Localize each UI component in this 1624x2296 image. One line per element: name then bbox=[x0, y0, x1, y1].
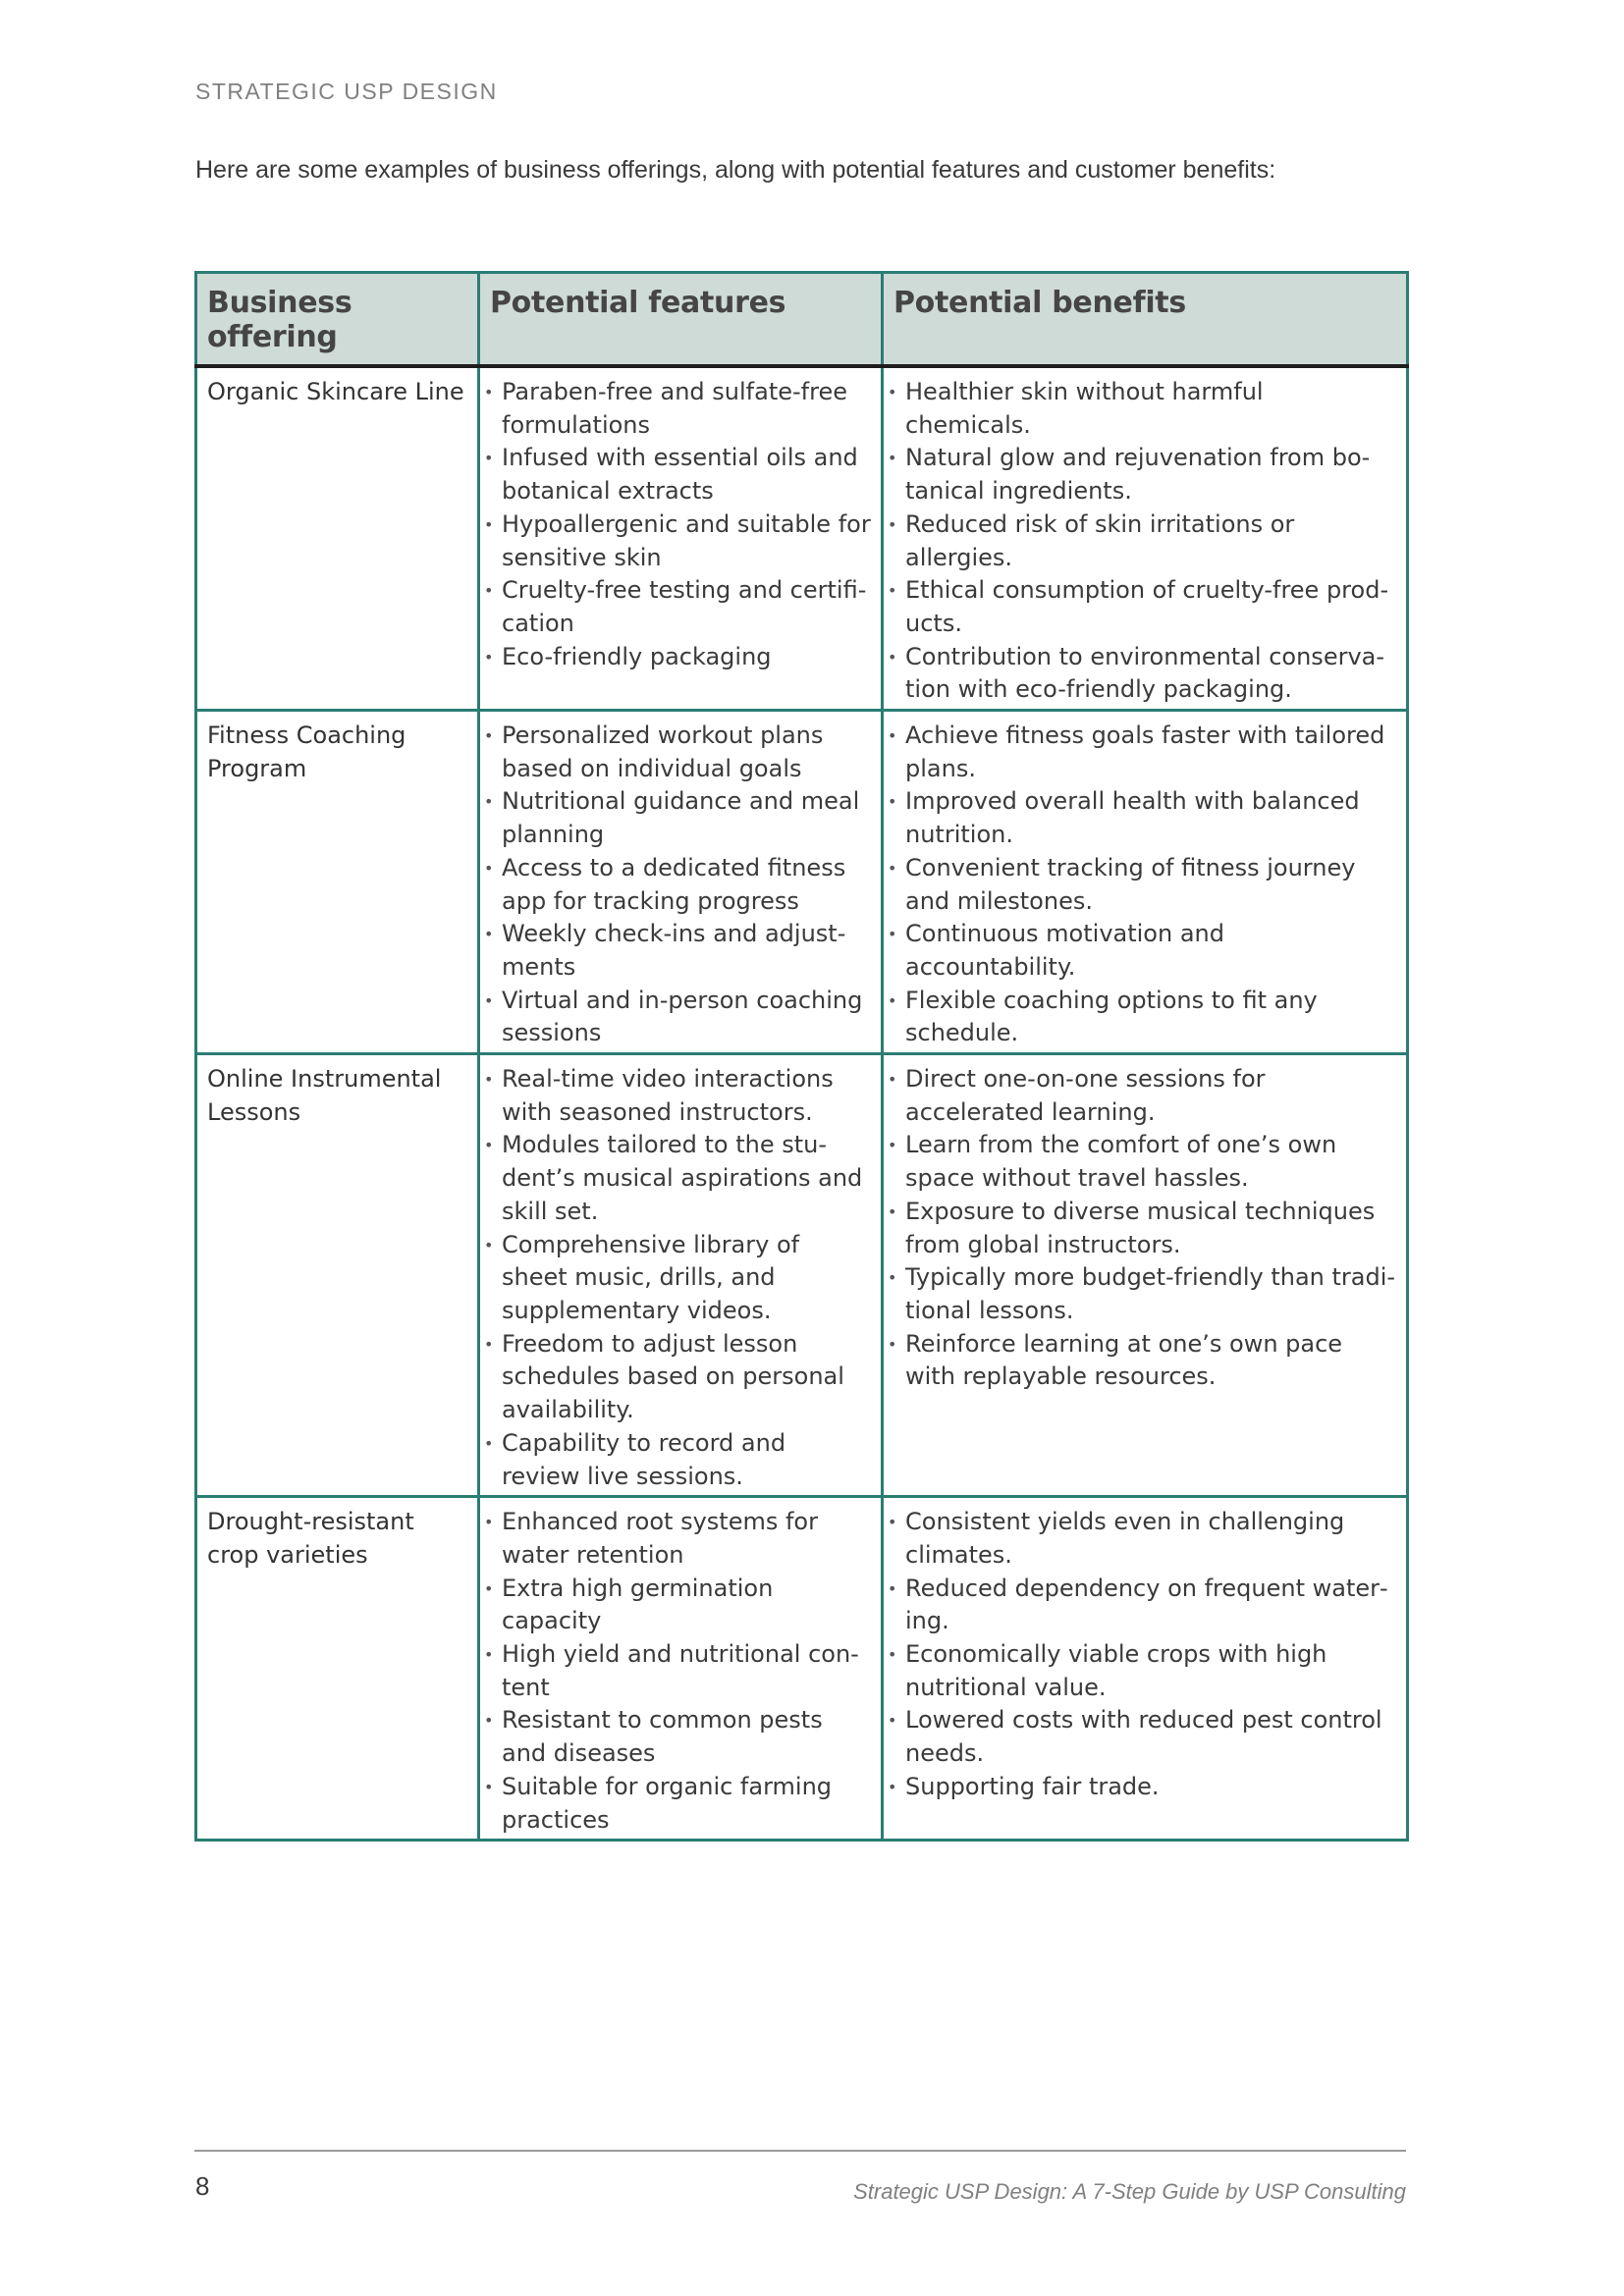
feature-item: • Virtual and in-person coaching sessions bbox=[484, 985, 871, 1050]
feature-item: • Eco-friendly packaging bbox=[484, 641, 871, 674]
feature-item: • High yield and nutritional content bbox=[484, 1638, 871, 1704]
table-header-row bbox=[196, 273, 1408, 367]
table-row bbox=[196, 711, 1408, 1054]
benefit-item: • Convenient tracking of fitness journey and milestones. bbox=[888, 852, 1396, 918]
benefit-item: • Achieve fitness goals faster with tailored plans. bbox=[888, 720, 1396, 785]
feature-item: • Enhanced root systems for water retention bbox=[484, 1506, 871, 1572]
feature-item: • Weekly check-ins and adjustments bbox=[484, 918, 871, 984]
features-list bbox=[490, 376, 871, 673]
feature-item: • Paraben-free and sulfate-free formulations bbox=[484, 376, 871, 442]
benefits-list bbox=[893, 720, 1396, 1050]
features-cell bbox=[479, 366, 883, 711]
benefits-list bbox=[893, 1063, 1396, 1394]
benefit-item: • Supporting fair trade. bbox=[888, 1771, 1396, 1804]
benefit-item: • Ethical consumption of cruelty-free products. bbox=[888, 574, 1396, 640]
header-potential-features: Potential features bbox=[479, 273, 883, 367]
benefit-item: • Economically viable crops with high nutritional value. bbox=[888, 1638, 1396, 1704]
benefit-item: • Consistent yields even in challenging climates. bbox=[888, 1506, 1396, 1572]
feature-item: • Resistant to common pests and diseases bbox=[484, 1704, 871, 1770]
benefit-item: • Direct one-on-one sessions for accelerated learning. bbox=[888, 1063, 1396, 1129]
feature-item: • Comprehensive library of sheet music, drills, and supplementary videos. bbox=[484, 1229, 871, 1328]
feature-item: • Capability to record and review live sessions. bbox=[484, 1427, 871, 1493]
benefit-item: • Flexible coaching options to fit any schedule. bbox=[888, 985, 1396, 1050]
benefits-list bbox=[893, 376, 1396, 707]
features-list bbox=[490, 1506, 871, 1837]
benefit-item: • Learn from the comfort of one’s own space without travel hassles. bbox=[888, 1129, 1396, 1195]
benefit-item: • Contribution to environmental conservation with eco-friendly packaging. bbox=[888, 641, 1396, 707]
feature-item: • Modules tailored to the student’s musical aspirations and skill set. bbox=[484, 1129, 871, 1228]
feature-item: • Hypoallergenic and suitable for sensitive skin bbox=[484, 508, 871, 574]
features-list bbox=[490, 720, 871, 1050]
feature-item: • Personalized workout plans based on individual goals bbox=[484, 720, 871, 785]
benefit-item: • Improved overall health with balanced nutrition. bbox=[888, 785, 1396, 851]
benefit-item: • Reinforce learning at one’s own pace with replayable resources. bbox=[888, 1328, 1396, 1394]
features-cell bbox=[479, 711, 883, 1054]
header-potential-benefits: Potential benefits bbox=[883, 273, 1408, 367]
feature-item: • Cruelty-free testing and certification bbox=[484, 574, 871, 640]
feature-item: • Infused with essential oils and botanical extracts bbox=[484, 442, 871, 507]
business-offering-cell: Fitness Coaching Program bbox=[196, 711, 479, 1054]
benefit-item: • Reduced risk of skin irritations or allergies. bbox=[888, 508, 1396, 574]
intro-paragraph: Here are some examples of business offerings, along with potential features and customer benefits: bbox=[195, 156, 1276, 184]
benefit-item: • Healthier skin without harmful chemicals. bbox=[888, 376, 1396, 442]
benefit-item: • Lowered costs with reduced pest control needs. bbox=[888, 1704, 1396, 1770]
feature-item: • Real-time video interactions with seasoned instructors. bbox=[484, 1063, 871, 1129]
running-header: STRATEGIC USP DESIGN bbox=[195, 79, 498, 104]
header-business-offering: Business offering bbox=[196, 273, 479, 367]
benefit-item: • Reduced dependency on frequent watering. bbox=[888, 1573, 1396, 1638]
benefit-item: • Exposure to diverse musical techniques from global instructors. bbox=[888, 1196, 1396, 1261]
business-offering-cell: Organic Skincare Line bbox=[196, 366, 479, 711]
benefit-item: • Typically more budget-friendly than traditional lessons. bbox=[888, 1261, 1396, 1327]
offerings-table-container bbox=[194, 271, 1406, 1842]
benefits-list bbox=[893, 1506, 1396, 1803]
benefits-cell bbox=[883, 1497, 1408, 1841]
business-offering-cell: Online Instrumental Lessons bbox=[196, 1054, 479, 1497]
page-number: 8 bbox=[195, 2171, 210, 2201]
features-list bbox=[490, 1063, 871, 1493]
feature-item: • Nutritional guidance and meal planning bbox=[484, 785, 871, 851]
benefits-cell bbox=[883, 1054, 1408, 1497]
benefits-cell bbox=[883, 711, 1408, 1054]
footer-divider bbox=[194, 2150, 1406, 2152]
feature-item: • Extra high germination capacity bbox=[484, 1573, 871, 1638]
benefit-item: • Natural glow and rejuvenation from botanical ingredients. bbox=[888, 442, 1396, 507]
table-row bbox=[196, 366, 1408, 711]
footer-title: Strategic USP Design: A 7-Step Guide by USP Consulting bbox=[853, 2179, 1406, 2204]
offerings-table bbox=[194, 271, 1409, 1842]
benefits-cell bbox=[883, 366, 1408, 711]
benefit-item: • Continuous motivation and accountability. bbox=[888, 918, 1396, 984]
features-cell bbox=[479, 1054, 883, 1497]
feature-item: • Suitable for organic farming practices bbox=[484, 1771, 871, 1837]
feature-item: • Access to a dedicated fitness app for tracking progress bbox=[484, 852, 871, 918]
features-cell bbox=[479, 1497, 883, 1841]
business-offering-cell: Drought-resistant crop varieties bbox=[196, 1497, 479, 1841]
feature-item: • Freedom to adjust lesson schedules based on personal availability. bbox=[484, 1328, 871, 1427]
table-row bbox=[196, 1497, 1408, 1841]
table-row bbox=[196, 1054, 1408, 1497]
